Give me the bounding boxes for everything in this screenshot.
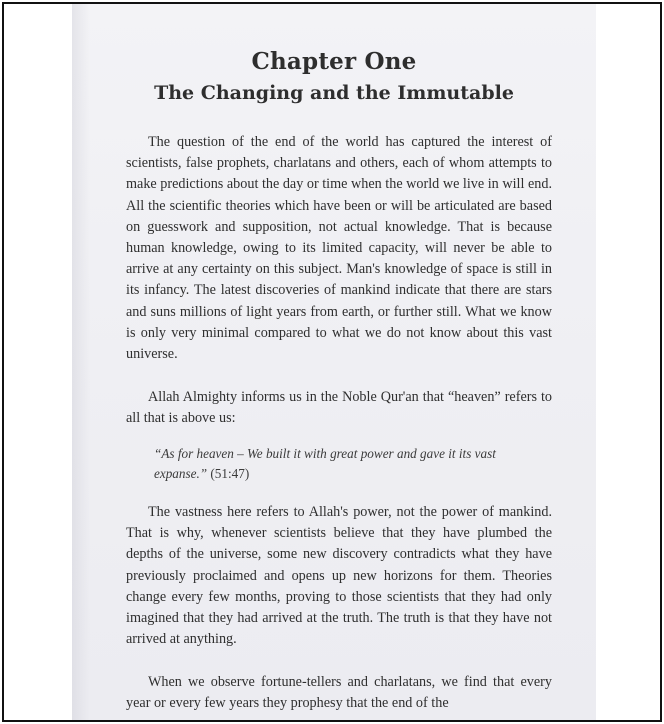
- chapter-subtitle: The Changing and the Immutable: [154, 82, 514, 104]
- chapter-title: Chapter One: [251, 48, 417, 75]
- quote-reference: (51:47): [210, 466, 250, 481]
- paragraph-3: The vastness here refers to Allah's power, not the power of mankind. That is why, whenever scientists believe that they have plumbed the depths of the universe, some new discovery contradicts what they have previously proclaimed and opens up new horizons for them. Theories change every few months, proving to those scientists that they had only imagined that they had arrived at the truth. The truth is that they have not arrived at anything.: [126, 504, 552, 648]
- scanned-page: [72, 4, 596, 720]
- paragraph-1: The question of the end of the world has captured the interest of scientists, false prophets, charlatans and others, each of whom attempts to make predictions about the day or time when the world we live in will end. All the scientific theories which have been or will be articulated are based on guesswork and supposition, not actual knowledge. That is because human knowledge, owing to its limited capacity, will never be able to arrive at any certainty on this subject. Man's knowledge of space is still in its infancy. The latest discoveries of mankind indicate that there are stars and suns millions of light years from earth, or further still. What we know is only very minimal compared to what we do not know about this vast universe.: [126, 134, 552, 363]
- paragraph-4: When we observe fortune-tellers and charlatans, we find that every year or every few years they prophesy that the end of the: [126, 674, 552, 712]
- quote-text: “As for heaven – We built it with great power and gave it its vast expanse.”: [154, 446, 496, 481]
- quranic-quote: [154, 444, 534, 484]
- paragraph-2: Allah Almighty informs us in the Noble Qur'an that “heaven” refers to all that is above us:: [126, 389, 552, 427]
- page-frame: [2, 2, 662, 722]
